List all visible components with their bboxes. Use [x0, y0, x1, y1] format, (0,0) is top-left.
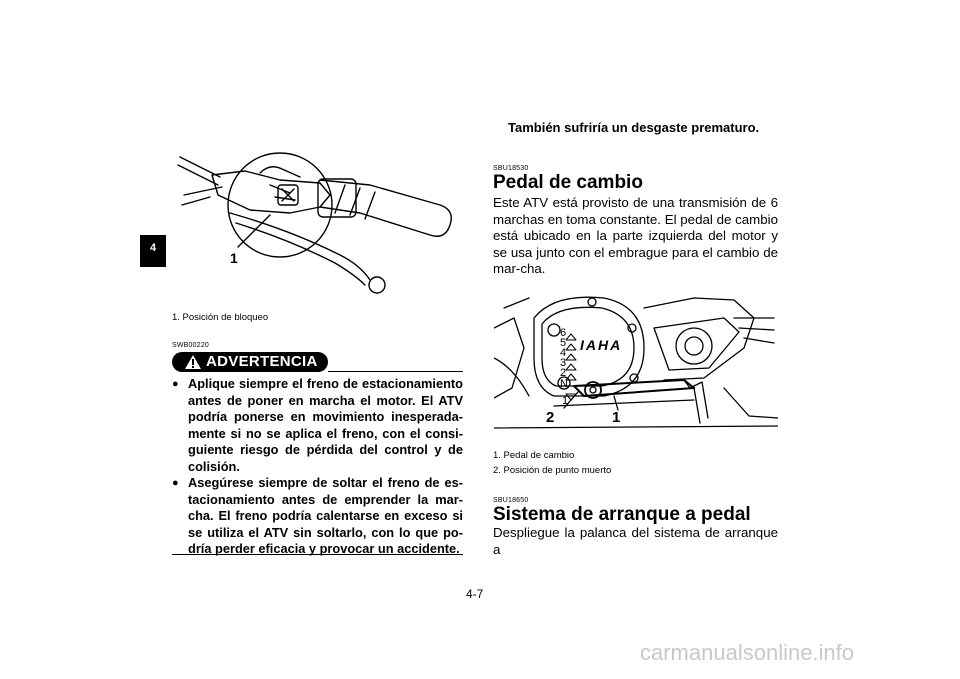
figure2-caption [493, 448, 611, 478]
figure1-callout: 1 [230, 250, 238, 266]
page-number: 4-7 [466, 587, 484, 601]
parking-brake-illustration [170, 135, 470, 305]
warning-icon [184, 354, 202, 370]
warning-list [172, 376, 463, 558]
figure2-callout-1: 1 [612, 409, 621, 426]
figure2-callout-2: 2 [546, 409, 555, 426]
bullet-icon: ● [172, 477, 179, 489]
warning-bullet-text: Aplique siempre el freno de estacionamiento antes de poner en marcha el motor. El ATV podría ponerse en movimiento inesperada-mente si no se aplica el freno, con el consi-guiente riesgo de pérdida del control y de colisión. [188, 376, 463, 474]
warning-label: ADVERTENCIA [206, 353, 318, 370]
warning-badge [172, 352, 328, 372]
gear-label: 4 [560, 347, 567, 359]
section-tab: 4 [140, 235, 166, 267]
section2-body: Despliegue la palanca del sistema de arranque a [493, 525, 778, 557]
section2-code: SBU18650 [493, 497, 529, 504]
section2-title: Sistema de arranque a pedal [493, 504, 751, 525]
figure1-caption [172, 310, 268, 325]
shift-pedal-illustration [494, 288, 778, 440]
caption-item: 2. Posición de punto muerto [493, 465, 612, 476]
watermark: carmanualsonline.info [640, 640, 855, 665]
section1-title: Pedal de cambio [493, 172, 643, 193]
caption-item: 1. Posición de bloqueo [172, 312, 269, 323]
gear-label: 1 [562, 395, 569, 407]
section1-body: Este ATV está provisto de una transmisión de 6 marchas en toma constante. El pedal de cambio está ubicado en la parte izquierda del motor y se usa junto con el embrague para el cambio de mar-cha. [493, 195, 778, 277]
list-item [172, 475, 463, 558]
section1-code: SBU18530 [493, 165, 529, 172]
warning-code: SWB00220 [172, 342, 210, 349]
list-item [172, 376, 463, 475]
caption-item: 1. Pedal de cambio [493, 450, 575, 461]
continuation-text: También sufriría un desgaste prematuro. [508, 120, 760, 135]
bullet-icon: ● [172, 378, 179, 390]
gear-label: 5 [560, 337, 567, 349]
gear-label: N [560, 378, 568, 390]
warning-rule-bottom [172, 554, 463, 555]
gear-label: 2 [560, 367, 567, 379]
gear-label: 3 [560, 357, 567, 369]
gear-label: 6 [560, 327, 567, 339]
brand-lettering: IAHA [580, 337, 623, 353]
warning-bullet-text: Asegúrese siempre de soltar el freno de es-tacionamiento antes de emprender la mar-cha. El freno podría calentarse en exceso si se utiliza el ATV sin soltarlo, con lo que po-dría perder eficacia y provocar un accidente. [188, 475, 463, 556]
warning-rule-top [328, 371, 463, 372]
